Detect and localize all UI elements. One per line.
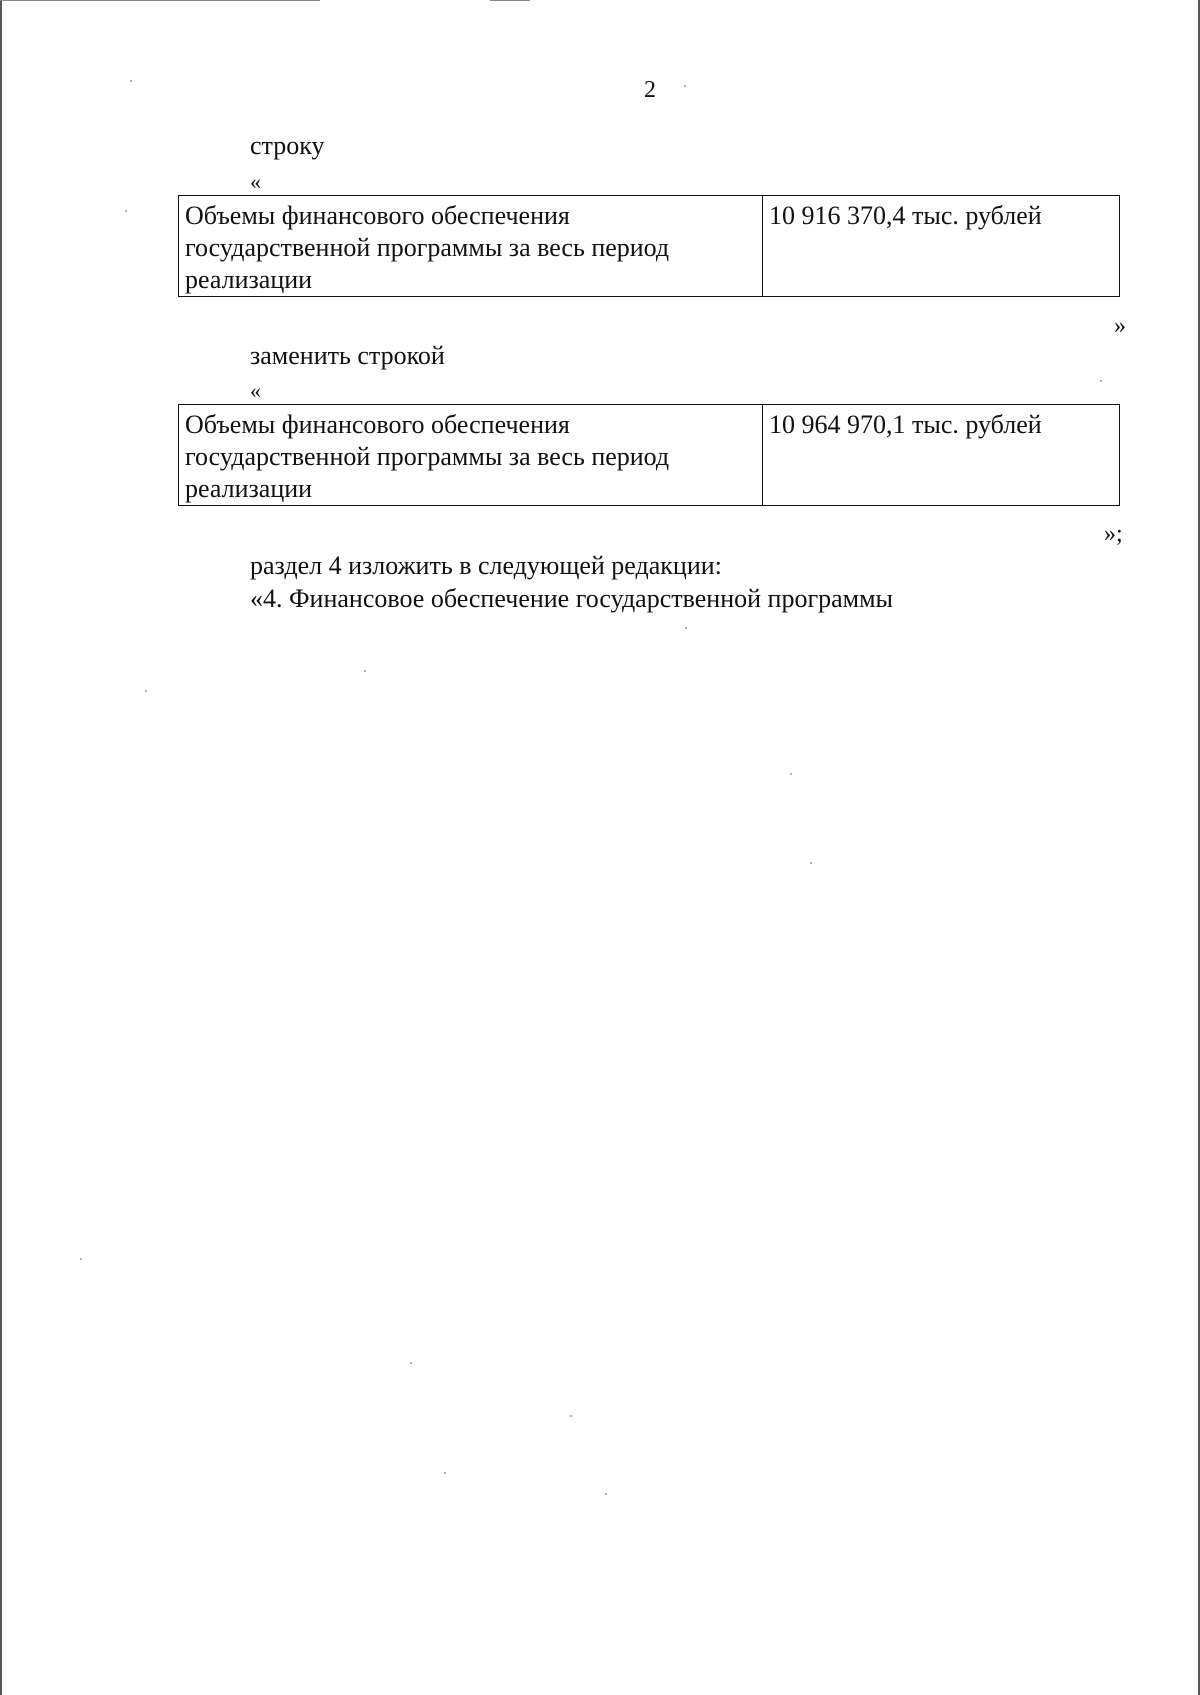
scan-speck (145, 690, 147, 692)
replace-line: заменить строкой (250, 341, 445, 370)
table-new-label-cell (179, 405, 763, 506)
table-old-label-line: государственной программы за весь период (185, 233, 670, 262)
table-new-label-line: государственной программы за весь период (185, 442, 670, 471)
scan-speck (80, 1258, 82, 1260)
open-quote-1: « (250, 169, 261, 194)
table-new-value-cell (763, 405, 1120, 506)
scan-edge-left (0, 0, 2, 1695)
scan-speck (684, 85, 686, 87)
scan-speck (685, 627, 687, 629)
page-number: 2 (644, 77, 656, 103)
scan-speck (410, 1362, 412, 1364)
scan-speck (130, 80, 132, 82)
scan-speck (570, 1415, 572, 1417)
section-title: «4. Финансовое обеспечение государственной программы (250, 584, 894, 613)
section-line: раздел 4 изложить в следующей редакции: (250, 551, 722, 580)
scan-edge-top (0, 0, 320, 1)
intro-line: строку (250, 131, 325, 160)
close-quote-1: » (1114, 313, 1126, 339)
table-new-label-line: Объемы финансового обеспечения (185, 410, 570, 439)
scan-speck (605, 1493, 607, 1495)
scan-speck (1100, 380, 1102, 382)
table-old-row (178, 195, 1120, 297)
scan-edge-top-segment (490, 0, 530, 1)
scan-speck (810, 862, 812, 864)
close-quote-2: »; (1104, 521, 1123, 547)
scan-speck (790, 773, 792, 775)
table-old-label-line: реализации (185, 265, 313, 294)
scan-speck (364, 670, 366, 672)
open-quote-2: « (250, 378, 261, 403)
table-old-label-line: Объемы финансового обеспечения (185, 201, 570, 230)
scan-speck (444, 1472, 446, 1474)
table-new-label-line: реализации (185, 474, 313, 503)
scan-speck (125, 210, 127, 212)
table-new-value: 10 964 970,1 тыс. рублей (769, 410, 1042, 439)
table-old-value: 10 916 370,4 тыс. рублей (769, 201, 1042, 230)
table-new-row (178, 404, 1120, 506)
table-old-value-cell (763, 196, 1120, 297)
table-old-label-cell (179, 196, 763, 297)
